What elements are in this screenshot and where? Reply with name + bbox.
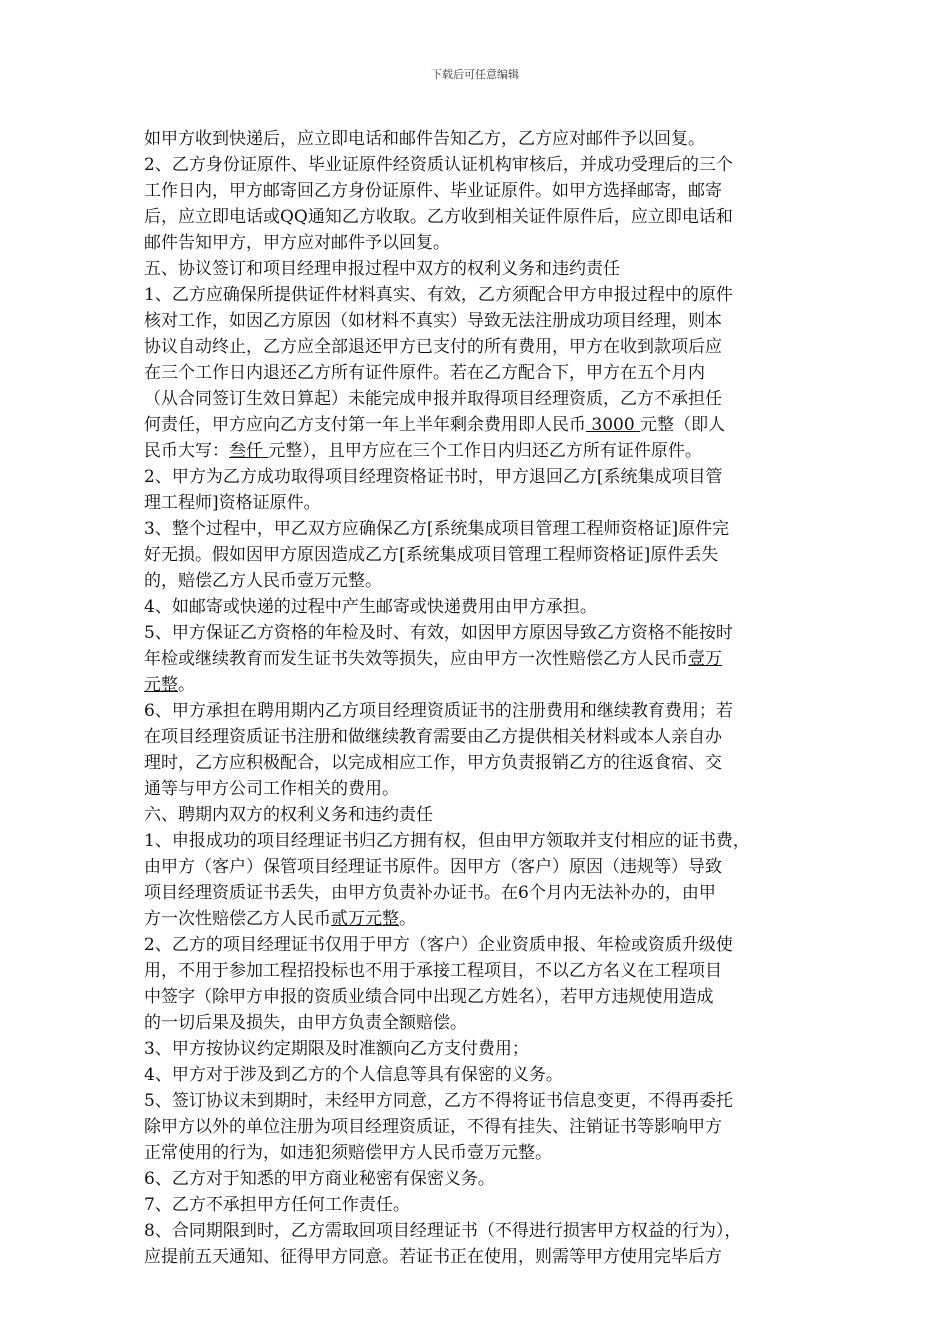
text-line (144, 620, 814, 646)
text-line (144, 724, 814, 750)
text-segment: 2、乙方的项目经理证书仅用于甲方（客户）企业资质申报、年检或资质升级使 (144, 935, 733, 955)
text-segment: 元整），且甲方应在三个工作日内归还乙方所有证件原件。 (268, 441, 702, 461)
underlined-amount: 壹万 (688, 649, 722, 669)
text-line (144, 750, 814, 776)
text-segment: 中签字（除甲方申报的资质业绩合同中出现乙方姓名），若甲方违规使用造成 (144, 987, 714, 1007)
text-line (144, 1192, 814, 1218)
text-line (144, 776, 814, 802)
text-segment: 的，赔偿乙方人民币壹万元整。 (144, 571, 382, 591)
text-line (144, 516, 814, 542)
text-line (144, 1062, 814, 1088)
text-segment: （从合同签订生效日算起）未能完成申报并取得项目经理资质，乙方不承担任 (144, 389, 722, 409)
text-line (144, 386, 814, 412)
text-line (144, 1218, 814, 1244)
page-header: 下载后可任意编辑 (431, 68, 519, 81)
text-segment: 通等与甲方公司工作相关的费用。 (144, 779, 399, 799)
text-line (144, 906, 814, 932)
text-segment: 2、甲方为乙方成功取得项目经理资格证书时，甲方退回乙方[系统集成项目管 (144, 467, 723, 487)
text-line (144, 1088, 814, 1114)
text-segment: 3、整个过程中，甲乙双方应确保乙方[系统集成项目管理工程师资格证]原件完 (144, 519, 730, 539)
text-segment: 由甲方（客户）保管项目经理证书原件。因甲方（客户）原因（违规等）导致 (144, 857, 722, 877)
text-segment: 邮件告知甲方，甲方应对邮件予以回复。 (144, 233, 450, 253)
text-segment: 1、乙方应确保所提供证件材料真实、有效，乙方须配合甲方申报过程中的原件 (144, 285, 733, 305)
text-segment: 1、申报成功的项目经理证书归乙方拥有权，但由甲方领取并支付相应的证书费， (144, 831, 750, 851)
text-line (144, 126, 814, 152)
text-line (144, 256, 814, 282)
underlined-amount: 元整 (144, 675, 178, 695)
text-segment: 如甲方收到快递后，应立即电话和邮件告知乙方，乙方应对邮件予以回复。 (144, 129, 705, 149)
text-line (144, 464, 814, 490)
text-line (144, 1244, 814, 1270)
text-segment: 何责任，甲方应向乙方支付第一年上半年剩余费用即人民币 (144, 415, 586, 435)
text-line (144, 984, 814, 1010)
text-line (144, 1114, 814, 1140)
text-line (144, 646, 814, 672)
text-line (144, 594, 814, 620)
text-segment: 项目经理资质证书丢失，由甲方负责补办证书。在6个月内无法补办的，由甲 (144, 883, 716, 903)
text-line (144, 152, 814, 178)
text-segment: 好无损。假如因甲方原因造成乙方[系统集成项目管理工程师资格证]原件丢失 (144, 545, 719, 565)
text-segment: 五、协议签订和项目经理申报过程中双方的权利义务和违约责任 (144, 259, 620, 279)
text-segment: 后，应立即电话或QQ通知乙方收取。乙方收到相关证件原件后，应立即电话和 (144, 207, 733, 227)
text-line (144, 542, 814, 568)
text-line (144, 282, 814, 308)
text-segment: 除甲方以外的单位注册为项目经理资质证，不得有挂失、注销证书等影响甲方 (144, 1117, 722, 1137)
underlined-amount: 叁仟 (229, 441, 269, 461)
text-line (144, 698, 814, 724)
text-segment: 4、甲方对于涉及到乙方的个人信息等具有保密的义务。 (144, 1065, 563, 1085)
text-line (144, 1036, 814, 1062)
document-body (144, 126, 814, 1270)
text-line (144, 334, 814, 360)
text-segment: 7、乙方不承担甲方任何工作责任。 (144, 1195, 410, 1215)
text-line (144, 308, 814, 334)
text-line (144, 360, 814, 386)
text-segment: 2、乙方身份证原件、毕业证原件经资质认证机构审核后，并成功受理后的三个 (144, 155, 733, 175)
text-line (144, 854, 814, 880)
text-segment: 年检或继续教育而发生证书失效等损失，应由甲方一次性赔偿乙方人民币 (144, 649, 688, 669)
text-segment: 应提前五天通知、征得甲方同意。若证书正在使用，则需等甲方使用完毕后方 (144, 1247, 722, 1267)
underlined-amount: 3000 (586, 415, 641, 435)
text-segment: 在三个工作日内退还乙方所有证件原件。若在乙方配合下，甲方在五个月内 (144, 363, 705, 383)
text-line (144, 204, 814, 230)
text-line (144, 1166, 814, 1192)
text-segment: 6、甲方承担在聘用期内乙方项目经理资质证书的注册费用和继续教育费用；若 (144, 701, 733, 721)
text-segment: 。 (399, 909, 416, 929)
text-line (144, 880, 814, 906)
text-segment: 4、如邮寄或快递的过程中产生邮寄或快递费用由甲方承担。 (144, 597, 597, 617)
text-line (144, 230, 814, 256)
text-segment: 方一次性赔偿乙方人民币 (144, 909, 331, 929)
text-segment: 6、乙方对于知悉的甲方商业秘密有保密义务。 (144, 1169, 495, 1189)
text-line (144, 932, 814, 958)
text-line (144, 672, 814, 698)
underlined-amount: 贰万元整 (331, 909, 399, 929)
text-line (144, 828, 814, 854)
text-segment: 3、甲方按协议约定期限及时准额向乙方支付费用； (144, 1039, 529, 1059)
text-line (144, 438, 814, 464)
text-segment: 。 (178, 675, 195, 695)
text-segment: 正常使用的行为，如违犯须赔偿甲方人民币壹万元整。 (144, 1143, 552, 1163)
text-line (144, 802, 814, 828)
text-segment: 理工程师]资格证原件。 (144, 493, 321, 513)
text-segment: 核对工作，如因乙方原因（如材料不真实）导致无法注册成功项目经理，则本 (144, 311, 722, 331)
text-line (144, 412, 814, 438)
text-segment: 的一切后果及损失，由甲方负责全额赔偿。 (144, 1013, 467, 1033)
text-line (144, 568, 814, 594)
text-segment: 六、聘期内双方的权利义务和违约责任 (144, 805, 433, 825)
text-line (144, 178, 814, 204)
text-segment: 工作日内，甲方邮寄回乙方身份证原件、毕业证原件。如甲方选择邮寄，邮寄 (144, 181, 722, 201)
text-line (144, 1010, 814, 1036)
text-segment: 用，不用于参加工程招投标也不用于承接工程项目，不以乙方名义在工程项目 (144, 961, 722, 981)
text-segment: 协议自动终止，乙方应全部退还甲方已支付的所有费用，甲方在收到款项后应 (144, 337, 722, 357)
text-segment: 8、合同期限到时，乙方需取回项目经理证书（不得进行损害甲方权益的行为）， (144, 1221, 742, 1241)
text-segment: 5、甲方保证乙方资格的年检及时、有效，如因甲方原因导致乙方资格不能按时 (144, 623, 733, 643)
text-line (144, 958, 814, 984)
text-segment: 在项目经理资质证书注册和做继续教育需要由乙方提供相关材料或本人亲自办 (144, 727, 722, 747)
text-segment: 5、签订协议未到期时，未经甲方同意，乙方不得将证书信息变更，不得再委托 (144, 1091, 733, 1111)
text-segment: 理时，乙方应积极配合，以完成相应工作，甲方负责报销乙方的往返食宿、交 (144, 753, 722, 773)
text-segment: 民币大写： (144, 441, 229, 461)
text-line (144, 1140, 814, 1166)
text-line (144, 490, 814, 516)
text-segment: 元整（即人 (640, 415, 726, 435)
